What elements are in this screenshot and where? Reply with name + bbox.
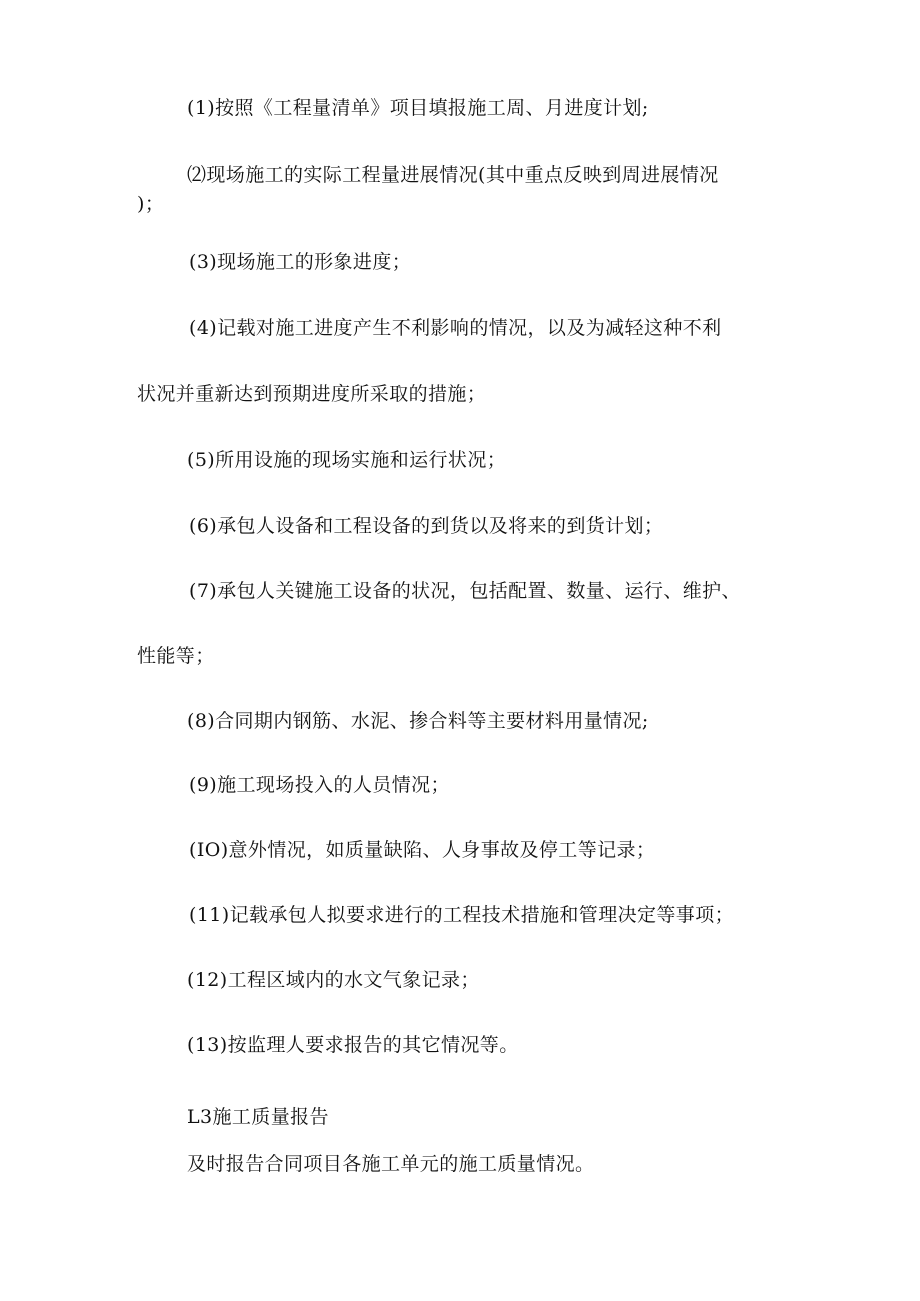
list-item-12: (12)工程区域内的水文气象记录； xyxy=(187,969,480,991)
list-item-1: (1)按照《工程量清单》项目填报施工周、月进度计划; xyxy=(187,97,649,119)
list-item-9: (9)施工现场投入的人员情况； xyxy=(189,774,450,796)
list-item-7: (7)承包人关键施工设备的状况，包括配置、数量、运行、维护、 xyxy=(189,580,741,602)
list-item-10: (IO)意外情况，如质量缺陷、人身事故及停工等记录； xyxy=(189,839,656,861)
list-item-11: (11)记载承包人拟要求进行的工程技术措施和管理决定等事项； xyxy=(189,904,735,926)
section-paragraph: 及时报告合同项目各施工单元的施工质量情况。 xyxy=(187,1153,595,1175)
list-item-7-continuation: 性能等； xyxy=(137,645,215,667)
list-item-6: (6)承包人设备和工程设备的到货以及将来的到货计划； xyxy=(189,515,664,537)
list-item-13: (13)按监理人要求报告的其它情况等。 xyxy=(187,1034,519,1056)
list-item-3: (3)现场施工的形象进度； xyxy=(189,251,412,273)
list-item-4-continuation: 状况并重新达到预期进度所采取的措施； xyxy=(137,383,487,405)
list-item-4: (4)记载对施工进度产生不利影响的情况，以及为减轻这种不利 xyxy=(189,317,722,339)
list-item-2-continuation: )； xyxy=(137,193,165,215)
list-item-8: (8)合同期内钢筋、水泥、掺合料等主要材料用量情况; xyxy=(187,710,649,732)
list-item-2: ⑵现场施工的实际工程量进展情况(其中重点反映到周进展情况 xyxy=(187,164,719,186)
list-item-5: (5)所用设施的现场实施和运行状况； xyxy=(187,449,507,471)
section-heading: L3施工质量报告 xyxy=(187,1106,329,1128)
